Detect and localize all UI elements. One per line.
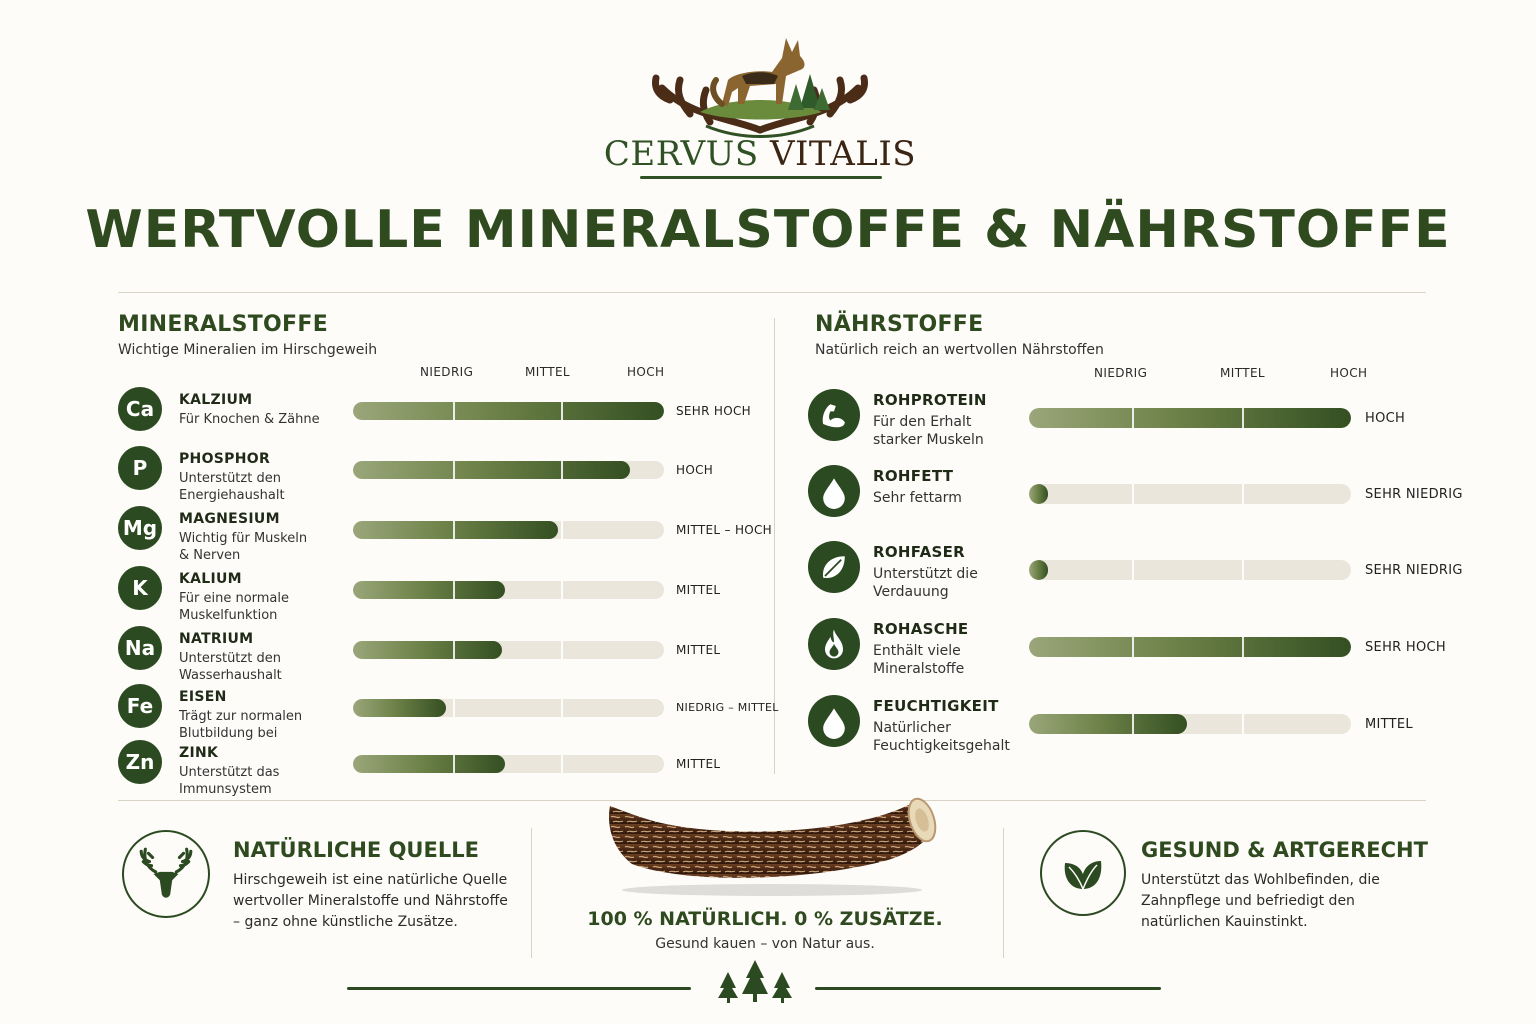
mineral-level-label: MITTEL – HOCH <box>676 523 773 537</box>
nutrient-name: ROHPROTEIN <box>873 391 987 409</box>
nutrient-level-fill <box>1029 408 1351 428</box>
nutrient-description: Sehr fettarm <box>873 490 962 506</box>
feature-right-text: Unterstützt das Wohlbefinden, die Zahnpflege und befriedigt den natürlichen Kauinstinkt. <box>1141 872 1380 930</box>
minerals-scale-mid: MITTEL <box>525 365 571 379</box>
element-symbol-badge: Fe <box>118 684 162 728</box>
leaf-icon <box>808 541 860 593</box>
bar-tick <box>453 755 455 773</box>
bar-tick <box>1242 560 1244 580</box>
element-symbol-badge: Ca <box>118 387 162 431</box>
bar-tick <box>561 581 563 599</box>
element-symbol-badge: Zn <box>118 740 162 784</box>
flame-icon <box>808 618 860 670</box>
nutrient-level-fill <box>1029 637 1351 657</box>
mineral-level-label: SEHR HOCH <box>676 404 751 418</box>
nutrient-level-bar <box>1029 560 1351 580</box>
nutrient-level-bar <box>1029 408 1351 428</box>
nutrient-name: ROHFASER <box>873 543 965 561</box>
nutrient-level-bar <box>1029 714 1351 734</box>
footer-line-left <box>347 987 691 990</box>
nutrient-level-label: SEHR NIEDRIG <box>1365 563 1463 578</box>
mineral-name: MAGNESIUM <box>179 511 280 527</box>
nutrient-level-label: SEHR HOCH <box>1365 640 1446 655</box>
mineral-level-bar <box>353 699 664 717</box>
bar-tick <box>561 461 563 479</box>
nutrient-description: Enthält viele Mineralstoffe <box>873 643 965 677</box>
nutrient-level-bar <box>1029 484 1351 504</box>
feature-left-text: Hirschgeweih ist eine natürliche Quelle wertvoller Mineralstoffe und Nährstoffe – ganz ohne künstliche Zusätze. <box>233 872 508 930</box>
fat-drop-icon <box>808 465 860 517</box>
bar-tick <box>453 699 455 717</box>
bar-tick <box>1242 484 1244 504</box>
bar-tick <box>1242 714 1244 734</box>
bar-tick <box>1132 637 1134 657</box>
minerals-subtitle: Wichtige Mineralien im Hirschgeweih <box>118 342 378 358</box>
bar-tick <box>561 755 563 773</box>
nutrient-level-fill <box>1029 714 1187 734</box>
mineral-level-fill <box>353 402 664 420</box>
nutrient-name: ROHFETT <box>873 467 954 485</box>
bar-tick <box>453 461 455 479</box>
brand-word-2: VITALIS <box>769 134 917 174</box>
nutrient-level-bar <box>1029 637 1351 657</box>
feature-divider-left <box>531 828 532 958</box>
bar-tick <box>453 521 455 539</box>
bar-tick <box>561 641 563 659</box>
mineral-level-fill <box>353 699 446 717</box>
mineral-level-label: MITTEL <box>676 643 721 657</box>
bar-tick <box>1132 408 1134 428</box>
nutrient-level-label: SEHR NIEDRIG <box>1365 487 1463 502</box>
mineral-name: KALZIUM <box>179 392 253 408</box>
nutrient-name: FEUCHTIGKEIT <box>873 697 999 715</box>
mineral-level-label: MITTEL <box>676 757 721 771</box>
bar-tick <box>561 521 563 539</box>
mineral-level-fill <box>353 521 558 539</box>
nutrient-description: Unterstützt die Verdauung <box>873 566 978 600</box>
leaves-icon <box>1040 830 1126 916</box>
bar-tick <box>1242 408 1244 428</box>
nutrients-scale-low: NIEDRIG <box>1094 366 1148 380</box>
bar-tick <box>453 641 455 659</box>
mineral-level-label: NIEDRIG – MITTEL <box>676 701 779 714</box>
pine-trees-icon <box>716 960 794 1004</box>
feature-divider-right <box>1003 828 1004 958</box>
mineral-level-bar <box>353 581 664 599</box>
feature-center-subtitle: Gesund kauen – von Natur aus. <box>655 936 875 952</box>
page-title: WERTVOLLE MINERALSTOFFE & NÄHRSTOFFE <box>85 200 1451 260</box>
nutrients-subtitle: Natürlich reich an wertvollen Nährstoffen <box>815 342 1104 358</box>
mineral-name: KALIUM <box>179 571 242 587</box>
brand-underline <box>640 176 882 179</box>
mineral-level-bar <box>353 521 664 539</box>
bar-tick <box>561 402 563 420</box>
bar-tick <box>1132 484 1134 504</box>
mineral-name: EISEN <box>179 689 227 705</box>
element-symbol-badge: P <box>118 446 162 490</box>
bar-tick <box>561 699 563 717</box>
element-symbol-badge: Mg <box>118 506 162 550</box>
nutrient-name: ROHASCHE <box>873 620 969 638</box>
nutrients-title: NÄHRSTOFFE <box>815 312 984 337</box>
mineral-description: Für eine normale Muskelfunktion <box>179 591 290 623</box>
element-symbol-badge: Na <box>118 626 162 670</box>
mineral-level-label: HOCH <box>676 463 714 477</box>
minerals-scale-low: NIEDRIG <box>420 365 474 379</box>
mineral-description: Für Knochen & Zähne <box>179 412 320 427</box>
mineral-level-bar <box>353 461 664 479</box>
mineral-name: ZINK <box>179 745 219 761</box>
bar-tick <box>1132 714 1134 734</box>
nutrient-level-label: MITTEL <box>1365 717 1413 732</box>
mineral-level-fill <box>353 581 505 599</box>
minerals-scale-high: HOCH <box>627 365 665 379</box>
nutrient-level-fill <box>1029 560 1048 580</box>
muscle-arm-icon <box>808 389 860 441</box>
mineral-name: PHOSPHOR <box>179 451 271 467</box>
antler-chew-image <box>596 794 944 898</box>
mineral-level-fill <box>353 461 630 479</box>
nutrients-scale-mid: MITTEL <box>1220 366 1266 380</box>
feature-right-title: GESUND & ARTGERECHT <box>1141 838 1428 862</box>
mineral-level-bar <box>353 402 664 420</box>
brand-word-1: CERVUS <box>603 134 759 174</box>
nutrient-description: Natürlicher Feuchtigkeitsgehalt <box>873 720 1010 754</box>
mineral-description: Unterstützt den Energiehaushalt <box>179 471 285 503</box>
nutrient-level-label: HOCH <box>1365 411 1406 426</box>
bar-tick <box>1242 637 1244 657</box>
brand-name <box>600 134 920 174</box>
nutrient-description: Für den Erhalt starker Muskeln <box>873 414 984 448</box>
nutrient-level-fill <box>1029 484 1048 504</box>
mineral-description: Unterstützt das Immunsystem <box>179 765 280 797</box>
element-symbol-badge: K <box>118 566 162 610</box>
deer-head-icon <box>122 830 210 918</box>
feature-center-title: 100 % NATÜRLICH. 0 % ZUSÄTZE. <box>587 908 943 930</box>
mineral-name: NATRIUM <box>179 631 254 647</box>
bar-tick <box>453 402 455 420</box>
mineral-level-bar <box>353 755 664 773</box>
minerals-title: MINERALSTOFFE <box>118 312 329 337</box>
mineral-level-fill <box>353 641 502 659</box>
bar-tick <box>1132 560 1134 580</box>
feature-left-title: NATÜRLICHE QUELLE <box>233 838 479 862</box>
bar-tick <box>453 581 455 599</box>
mineral-description: Trägt zur normalen Blutbildung bei <box>179 709 303 741</box>
water-drop-icon <box>808 695 860 747</box>
mineral-level-fill <box>353 755 505 773</box>
mineral-description: Wichtig für Muskeln & Nerven <box>179 531 308 563</box>
mineral-level-bar <box>353 641 664 659</box>
footer-line-right <box>815 987 1161 990</box>
mineral-description: Unterstützt den Wasserhaushalt <box>179 651 282 683</box>
top-divider <box>118 292 1426 293</box>
mineral-level-label: MITTEL <box>676 583 721 597</box>
nutrients-scale-high: HOCH <box>1330 366 1368 380</box>
